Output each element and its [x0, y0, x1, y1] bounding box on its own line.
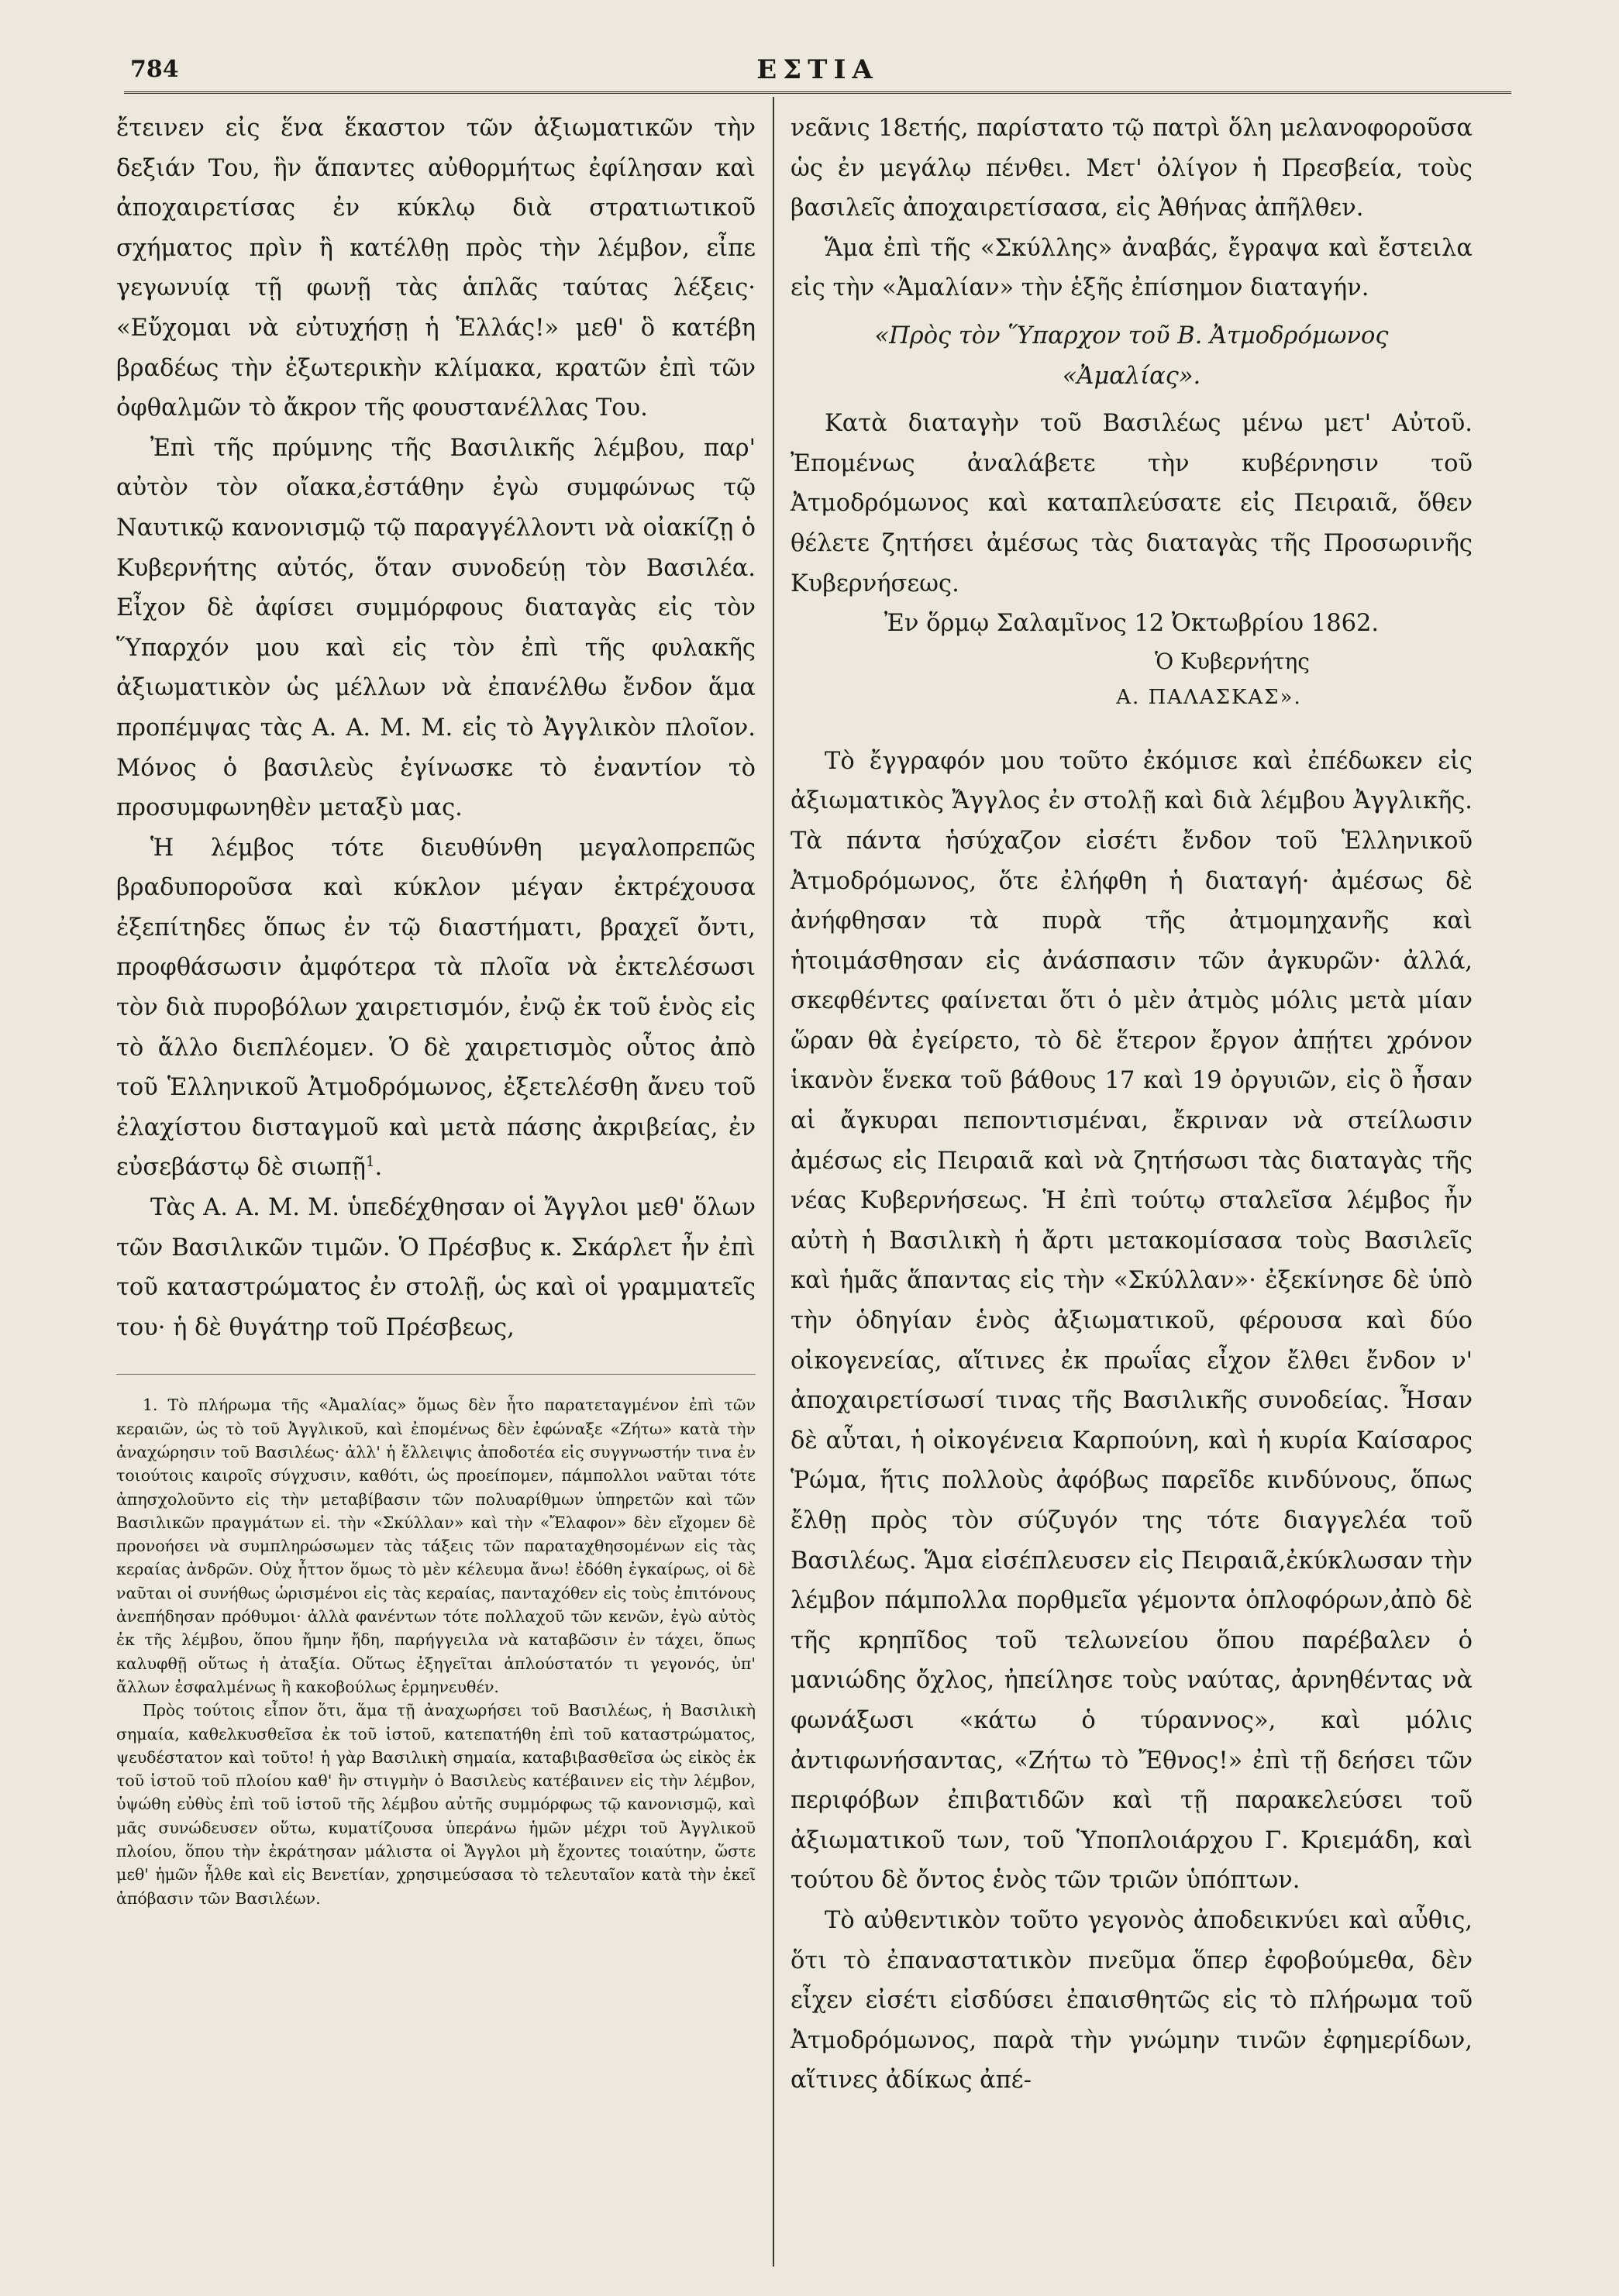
page-header — [124, 53, 1511, 94]
right-column — [791, 108, 1473, 2101]
letter-date: Ἐν ὅρμῳ Σαλαμῖνος 12 Ὀκτωβρίου 1862. — [884, 610, 1380, 638]
paragraph: Τὰς Α. Α. Μ. Μ. ὑπεδέχθησαν οἱ Ἄγγλοι μεθ' ὅλων τῶν Βασιλικῶν τιμῶν. Ὁ Πρέσβυς κ. Σκάρλετ ἦν ἐπὶ τοῦ καταστρώματος ἐν στολῇ, ὡς καὶ οἱ γραμματεῖς του· ἡ δὲ θυγάτηρ τοῦ Πρέσβεως, — [116, 1194, 756, 1341]
column-rule — [773, 97, 774, 2267]
page-number: 784 — [130, 56, 179, 83]
footnote: Πρὸς τούτοις εἶπον ὅτι, ἅμα τῇ ἀναχωρήσει τοῦ Βασιλέως, ἡ Βασιλικὴ σημαία, καθελκυσθεῖσα ἐκ τοῦ ἱστοῦ, κατεπατήθη ἐπὶ τοῦ καταστρώματος, ψευδέστατον καὶ τοῦτο! ἡ γὰρ Βασιλικὴ σημαία, καταβιβασθεῖσα ὡς εἰκὸς ἐκ τοῦ ἱστοῦ τοῦ πλοίου καθ' ἣν στιγμὴν ὁ Βασιλεὺς κατέβαινεν εἰς τὴν λέμβον, ὑψώθη εὐθὺς ἐπὶ τοῦ ἱστοῦ τῆς λέμβου αὐτῆς συμμόρφως τῷ κανονισμῷ, καὶ μᾶς συνώδευσεν οὕτω, κυματίζουσα ὑπεράνω ἡμῶν μέχρι τοῦ Ἀγγλικοῦ πλοίου, ὅπου τὴν ἐκράτησαν μάλιστα οἱ Ἄγγλοι μὴ ἔχοντες τοιαύτην, ὥστε μεθ' ἡμῶν ἦλθε καὶ εἰς Βενετίαν, χρησιμεύσασα τὸ τελευταῖον κατὰ τὴν ἐκεῖ ἀπόβασιν τῶν Βασιλέων. — [116, 1701, 756, 1908]
signature-name: Α. ΠΑΛΑΣΚΑΣ». — [1116, 685, 1302, 709]
footnote-marker: 1 — [365, 1154, 375, 1171]
left-column — [116, 108, 756, 1910]
paragraph: Ἡ λέμβος τότε διευθύνθη μεγαλοπρεπῶς βραδυποροῦσα καὶ κύκλον μέγαν ἐκτρέχουσα ἐξεπίτηδες ὅπως ἐν τῷ διαστήματι, βραχεῖ ὄντι, προφθάσωσιν ἀμφότερα τὰ πλοῖα νὰ ἐκτελέσωσι τὸν διὰ πυροβόλων χαιρετισμόν, ἐνῷ ἐκ τοῦ ἑνὸς εἰς τὸ ἄλλο διεπλέομεν. Ὁ δὲ χαιρετισμὸς οὗτος ἀπὸ τοῦ Ἑλληνικοῦ Ἀτμοδρόμωνος, ἐξετελέσθη ἄνευ τοῦ ἐλαχίστου δισταγμοῦ καὶ μετὰ πάσης ἀκριβείας, ἐν εὐσεβάστῳ δὲ σιωπῇ$^1$. — [116, 834, 756, 1182]
paragraph: Τὸ ἔγγραφόν μου τοῦτο ἐκόμισε καὶ ἐπέδωκεν εἰς ἀξιωματικὸς Ἄγγλος ἐν στολῇ καὶ διὰ λέμβου Ἀγγλικῆς. Τὰ πάντα ἡσύχαζον εἰσέτι ἔνδον τοῦ Ἑλληνικοῦ Ἀτμοδρόμωνος, ὅτε ἐλήφθη ἡ διαταγή· ἀμέσως δὲ ἀνήφθησαν τὰ πυρὰ τῆς ἀτμομηχανῆς καὶ ἡτοιμάσθησαν εἰς ἀνάσπασιν τῶν ἀγκυρῶν· ἀλλά, σκεφθέντες φαίνεται ὅτι ὁ μὲν ἀτμὸς μόλις μετὰ μίαν ὥραν θὰ ἐγείρετο, τὸ δὲ ἕτερον ἔργον ἀπῄτει χρόνον ἱκανὸν ἕνεκα τοῦ βάθους 17 καὶ 19 ὀργυιῶν, εἰς ὃ ἦσαν αἱ ἄγκυραι πεποντισμέναι, ἔκριναν νὰ στείλωσιν ἀμέσως εἰς Πειραιᾶ καὶ νὰ ζητήσωσι τὰς διαταγὰς τῆς νέας Κυβερνήσεως. Ἡ ἐπὶ τούτῳ σταλεῖσα λέμβος ἦν αὐτὴ ἡ Βασιλικὴ ἡ ἄρτι μετακομίσασα τοὺς Βασιλεῖς καὶ ἡμᾶς ἅπαντας εἰς τὴν «Σκύλλαν»· ἐξεκίνησε δὲ ὑπὸ τὴν ὁδηγίαν ἑνὸς ἀξιωματικοῦ, φέρουσα καὶ δύο οἰκογενείας, αἵτινες ἐκ πρωΐας εἶχον ἔλθει ἔνδον ν' ἀποχαιρετίσωσί τινας τῆς Βασιλικῆς συνοδείας. Ἦσαν δὲ αὗται, ἡ οἰκογένεια Καρπούνη, καὶ ἡ κυρία Καίσαρος Ῥώμα, ἥτις πολλοὺς ἀφόβως παρεῖδε κινδύνους, ὅπως ἔλθῃ πρὸς τὸν σύζυγόν της τότε διαγγελέα τοῦ Βασιλέως. Ἅμα εἰσέπλευσεν εἰς Πειραιᾶ,ἐκύκλωσαν τὴν λέμβον πάμπολλα πορθμεῖα γέμοντα ὁπλοφόρων,ἀπὸ δὲ τῆς κρηπῖδος τοῦ τελωνείου ὅπου παρέβαλεν ὁ μανιώδης ὄχλος, ἠπείλησε τοὺς ναύτας, ἀρνηθέντας νὰ φωνάξωσι «κάτω ὁ τύραννος», καὶ μόλις ἀντιφωνήσαντας, «Ζήτω τὸ Ἔθνος!» ἐπὶ τῇ δεήσει τῶν περιφόβων ἐπιβατιδῶν καὶ τῇ παρακελεύσει τοῦ ἀξιωματικοῦ των, τοῦ Ὑποπλοιάρχου Γ. Κριεμάδη, καὶ τούτου δὲ ὄντος ἑνὸς τῶν τριῶν ὑπόπτων. — [791, 747, 1473, 1895]
letter-heading-line: «Ἀμαλίας». — [1062, 362, 1201, 390]
paragraph-text: Ἡ λέμβος τότε διευθύνθη μεγαλοπρεπῶς βραδυποροῦσα καὶ κύκλον μέγαν ἐκτρέχουσα ἐξεπίτηδες ὅπως ἐν τῷ διαστήματι, βραχεῖ ὄντι, προφθάσωσιν ἀμφότερα τὰ πλοῖα νὰ ἐκτελέσωσι τὸν διὰ πυροβόλων χαιρετισμόν, ἐνῷ ἐκ τοῦ ἑνὸς εἰς τὸ ἄλλο διεπλέομεν. Ὁ δὲ χαιρετισμὸς οὗτος ἀπὸ τοῦ Ἑλληνικοῦ Ἀτμοδρόμωνος, ἐξετελέσθη ἄνευ τοῦ ἐλαχίστου δισταγμοῦ καὶ μετὰ πάσης ἀκριβείας, ἐν εὐσεβάστῳ δὲ σιωπῇ — [116, 834, 756, 1182]
paragraph: Τὸ αὐθεντικὸν τοῦτο γεγονὸς ἀποδεικνύει καὶ αὖθις, ὅτι τὸ ἐπαναστατικὸν πνεῦμα ὅπερ ἐφοβούμεθα, δὲν εἶχεν εἰσέτι εἰσδύσει ἐπαισθητῶς εἰς τὸ πλήρωμα τοῦ Ἀτμοδρόμωνος, παρὰ τὴν γνώμην τινῶν ἐφημερίδων, αἵτινες ἀδίκως ἀπέ- — [791, 1906, 1473, 2095]
paragraph: Ἐπὶ τῆς πρύμνης τῆς Βασιλικῆς λέμβου, παρ' αὐτὸν τὸν οἴακα,ἐστάθην ἐγὼ συμφώνως τῷ Ναυτικῷ κανονισμῷ τῷ παραγγέλλοντι νὰ οἰακίζῃ ὁ Κυβερνήτης αὐτός, ὅταν συνοδεύῃ τὸν Βασιλέα. Εἶχον δὲ ἀφίσει συμμόρφους διαταγὰς εἰς τὸν Ὕπαρχόν μου καὶ εἰς τὸν ἐπὶ τῆς φυλακῆς ἀξιωματικὸν ὡς μέλλων νὰ ἐπανέλθω ἔνδον ἅμα προπέμψας τὰς Α. Α. Μ. Μ. εἰς τὸ Ἀγγλικὸν πλοῖον. Μόνος ὁ βασιλεὺς ἐγίνωσκε τὸ ἐναντίον τὸ προσυμφωνηθὲν μεταξὺ μας. — [116, 434, 756, 822]
paragraph: Ἅμα ἐπὶ τῆς «Σκύλλης» ἀναβάς, ἔγραψα καὶ ἔστειλα εἰς τὴν «Ἀμαλίαν» τὴν ἑξῆς ἐπίσημον διαταγήν. — [791, 234, 1473, 302]
letter-heading — [791, 316, 1473, 396]
running-title: ΕΣΤΙΑ — [756, 54, 879, 85]
paragraph: νεᾶνις 18ετής, παρίστατο τῷ πατρὶ ὅλη μελανοφοροῦσα ὡς ἐν μεγάλῳ πένθει. Μετ' ὀλίγον ἡ Πρεσβεία, τοὺς βασιλεῖς ἀποχαιρετίσασα, εἰς Ἀθήνας ἀπῆλθεν. — [791, 115, 1473, 222]
letter-body: Κατὰ διαταγὴν τοῦ Βασιλέως μένω μετ' Αὐτοῦ. Ἐπομένως ἀναλάβετε τὴν κυβέρνησιν τοῦ Ἀτμοδρόμωνος καὶ καταπλεύσατε εἰς Πειραιᾶ, ὅθεν θέλετε ζητήσει ἀμέσως τὰς διαταγὰς τῆς Προσωρινῆς Κυβερνήσεως. — [791, 410, 1473, 597]
letter-heading-line: «Πρὸς τὸν Ὕπαρχον τοῦ Β. Ἀτμοδρόμωνος — [874, 322, 1389, 349]
footnote-divider — [116, 1374, 756, 1375]
footnote: 1. Τὸ πλήρωμα τῆς «Ἀμαλίας» ὅμως δὲν ἦτο παρατεταγμένον ἐπὶ τῶν κεραιῶν, ὡς τὸ τοῦ Ἀγγλικοῦ, καὶ ἐπομένως δὲν ἐφώναξε «Ζήτω» κατὰ τὴν ἀναχώρησιν τοῦ Βασιλέως· ἀλλ' ἡ ἔλλειψις ἀποδοτέα εἰς συγγνωστήν τινα ἐν τοιούτοις καιροῖς σύγχυσιν, καθότι, ὡς προείπομεν, πάμπολλοι ναῦται τότε ἀπησχολοῦντο εἰς τὴν μεταβίβασιν τῶν πολυαρίθμων ὑπηρετῶν καὶ τῶν Βασιλικῶν πραγμάτων εἰ. τὴν «Σκύλλαν» καὶ τὴν «Ἔλαφον» δὲν εἴχομεν δὲ προνοήσει νὰ συμπληρώσωμεν τὰς τάξεις τῶν παραταχθησομένων εἰς τὰς κεραίας ἀνδρῶν. Οὐχ ἧττον ὅμως τὸ μὲν κέλευμα ἄνω! ἐδόθη ἐγκαίρως, οἱ δὲ ναῦται οἱ συνήθως ὡρισμένοι εἰς τὰς κεραίας, πανταχόθεν εἰς τοὺς ἐπιτόνους ἀνεπήδησαν πρόθυμοι· ἀλλὰ φανέντων τότε πολλαχοῦ τῶν κενῶν, ἐγὼ αὐτὸς ἐκ τῆς λέμβου, ὅπου ἤμην ἤδη, παρήγγειλα νὰ καταβῶσιν ἐν τάχει, ὅπως καλυφθῇ οὕτως ἡ ἀταξία. Οὕτως ἐξηγεῖται ἁπλούστατόν τι γεγονός, ὑπ' ἄλλων ἐσφαλμένως ἢ κακοβούλως ἑρμηνευθέν. — [116, 1396, 756, 1696]
paragraph: ἔτεινεν εἰς ἕνα ἕκαστον τῶν ἀξιωματικῶν τὴν δεξιάν Του, ἣν ἅπαντες αὐθορμήτως ἐφίλησαν καὶ ἀποχαιρετίσας ἐν κύκλῳ διὰ στρατιωτικοῦ σχήματος πρὶν ἢ κατέλθῃ πρὸς τὴν λέμβον, εἶπε γεγωνυίᾳ τῇ φωνῇ τὰς ἁπλᾶς ταύτας λέξεις· «Εὔχομαι νὰ εὐτυχήσῃ ἡ Ἑλλάς!» μεθ' ὃ κατέβη βραδέως τὴν ἐξωτερικὴν κλίμακα, κρατῶν ἐπὶ τῶν ὀφθαλμῶν τὸ ἄκρον τῆς φουστανέλλας Του. — [116, 115, 756, 422]
signature-title: Ὁ Κυβερνήτης — [1155, 648, 1310, 674]
